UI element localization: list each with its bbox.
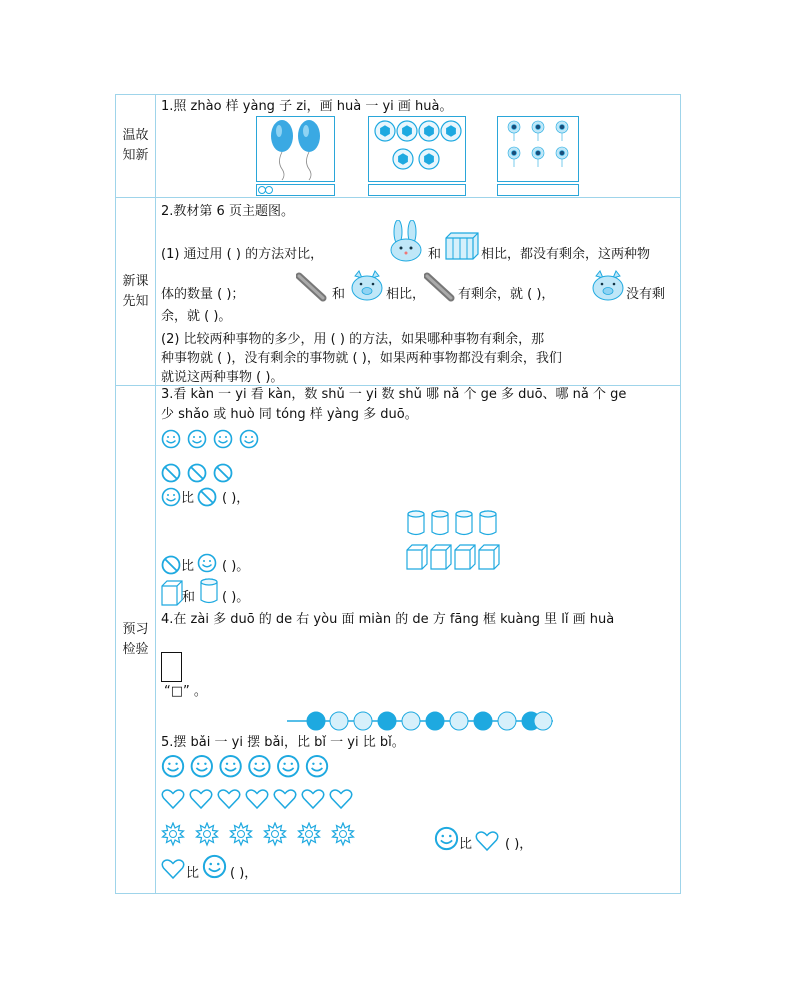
- question-2-title: 2.教材第 6 页主题图。: [161, 204, 294, 219]
- question-5b-label: 比: [186, 866, 200, 881]
- small-circle-icon: [257, 185, 334, 195]
- no-sign-row: [161, 462, 241, 484]
- section-check: [116, 386, 680, 893]
- section-label-text: 预习检验: [122, 621, 149, 657]
- question-2-line-3: 余，就 ( )。: [161, 309, 232, 324]
- smiley-row: [161, 753, 331, 779]
- smiley-row: [161, 428, 265, 450]
- answer-box-flowers[interactable]: [497, 184, 579, 196]
- question-5a-label: 比: [459, 837, 473, 852]
- balloon-icon: [257, 117, 334, 181]
- question-2-line-1b: 和: [428, 247, 442, 262]
- heart-icon: [475, 829, 501, 853]
- rabbit-icon: [384, 220, 428, 262]
- question-5b-blank[interactable]: ( )，: [230, 866, 258, 881]
- question-3b-blank[interactable]: ( )。: [222, 559, 250, 574]
- hexagon-flower-icon: [369, 117, 465, 181]
- section-label-text: 温故知新: [122, 128, 149, 163]
- question-2-line-1c: 相比，都没有剩余，这两种物: [481, 247, 651, 262]
- question-2-line-2a: 体的数量 ( )；: [161, 287, 245, 302]
- section-label: [116, 198, 156, 385]
- question-5-title: 5.摆 bǎi 一 yi 摆 bǎi，比 bǐ 一 yi 比 bǐ。: [161, 735, 405, 750]
- sun-row: [161, 822, 361, 848]
- cube-icon: [161, 580, 183, 607]
- heart-icon: [161, 857, 187, 881]
- question-2-line-4: (2) 比较两种事物的多少，用 ( ) 的方法，如果哪种事物有剩余，那: [161, 332, 545, 347]
- question-2-line-2d: 有剩余，就 ( )，: [458, 287, 555, 302]
- question-3-title-2: 少 shǎo 或 huò 同 tóng 样 yàng 多 duō。: [161, 407, 418, 422]
- question-2-line-2b: 和: [332, 287, 346, 302]
- pig-icon: [590, 270, 626, 302]
- question-4-mark: “□” 。: [164, 684, 207, 699]
- stick-icon: [296, 270, 330, 302]
- question-3a-label: 比: [181, 491, 195, 506]
- section-label: [116, 95, 156, 197]
- cylinder-cube-picture: [406, 509, 506, 571]
- section-label: [116, 386, 156, 893]
- answer-square[interactable]: [161, 652, 182, 682]
- smiley-icon: [202, 854, 228, 880]
- smiley-icon: [161, 486, 183, 508]
- pig-icon: [349, 270, 385, 302]
- question-4-title: 4.在 zài 多 duō 的 de 右 yòu 面 miàn 的 de 方 fāng 框 kuàng 里 lǐ 画 huà: [161, 612, 615, 627]
- question-3a-blank[interactable]: ( )，: [222, 491, 250, 506]
- cage-icon: [445, 232, 479, 260]
- question-3c-blank[interactable]: ( )。: [222, 590, 250, 605]
- question-5a-blank[interactable]: ( )，: [505, 837, 533, 852]
- balloon-picture: [256, 116, 335, 182]
- no-sign-icon: [161, 554, 183, 576]
- section-label-text: 新课先知: [122, 273, 149, 309]
- hexagon-picture: [368, 116, 466, 182]
- question-3-title-1: 3.看 kàn 一 yi 看 kàn，数 shǔ 一 yi 数 shǔ 哪 nǎ 个 ge 多 duō、哪 nǎ 个 ge: [161, 387, 627, 402]
- question-3b-label: 比: [181, 559, 195, 574]
- answer-box-hexagons[interactable]: [368, 184, 466, 196]
- question-2-line-1a: (1) 通过用 ( ) 的方法对比，: [161, 247, 324, 262]
- flower-icon: [498, 117, 578, 181]
- smiley-icon: [434, 826, 460, 852]
- heart-row: [161, 787, 361, 813]
- bead-string: [285, 707, 555, 735]
- answer-box-balloons[interactable]: [256, 184, 335, 196]
- smiley-icon: [197, 552, 219, 574]
- section-preview: [116, 198, 680, 386]
- question-1-title: 1.照 zhào 样 yàng 子 zi，画 huà 一 yi 画 huà。: [161, 99, 453, 114]
- cylinder-icon: [199, 578, 219, 606]
- worksheet: [115, 94, 681, 894]
- question-2-line-5: 种事物就 ( )，没有剩余的事物就 ( )，如果两种事物都没有剩余，我们: [161, 351, 562, 366]
- section-review: [116, 95, 680, 198]
- question-2-line-2c: 相比，: [386, 287, 426, 302]
- question-2-line-2e: 没有剩: [626, 287, 666, 302]
- question-2-line-6: 就说这两种事物 ( )。: [161, 370, 284, 385]
- question-3c-label: 和: [182, 590, 196, 605]
- no-sign-icon: [197, 486, 219, 508]
- stick-icon: [424, 270, 458, 302]
- flower-picture: [497, 116, 579, 182]
